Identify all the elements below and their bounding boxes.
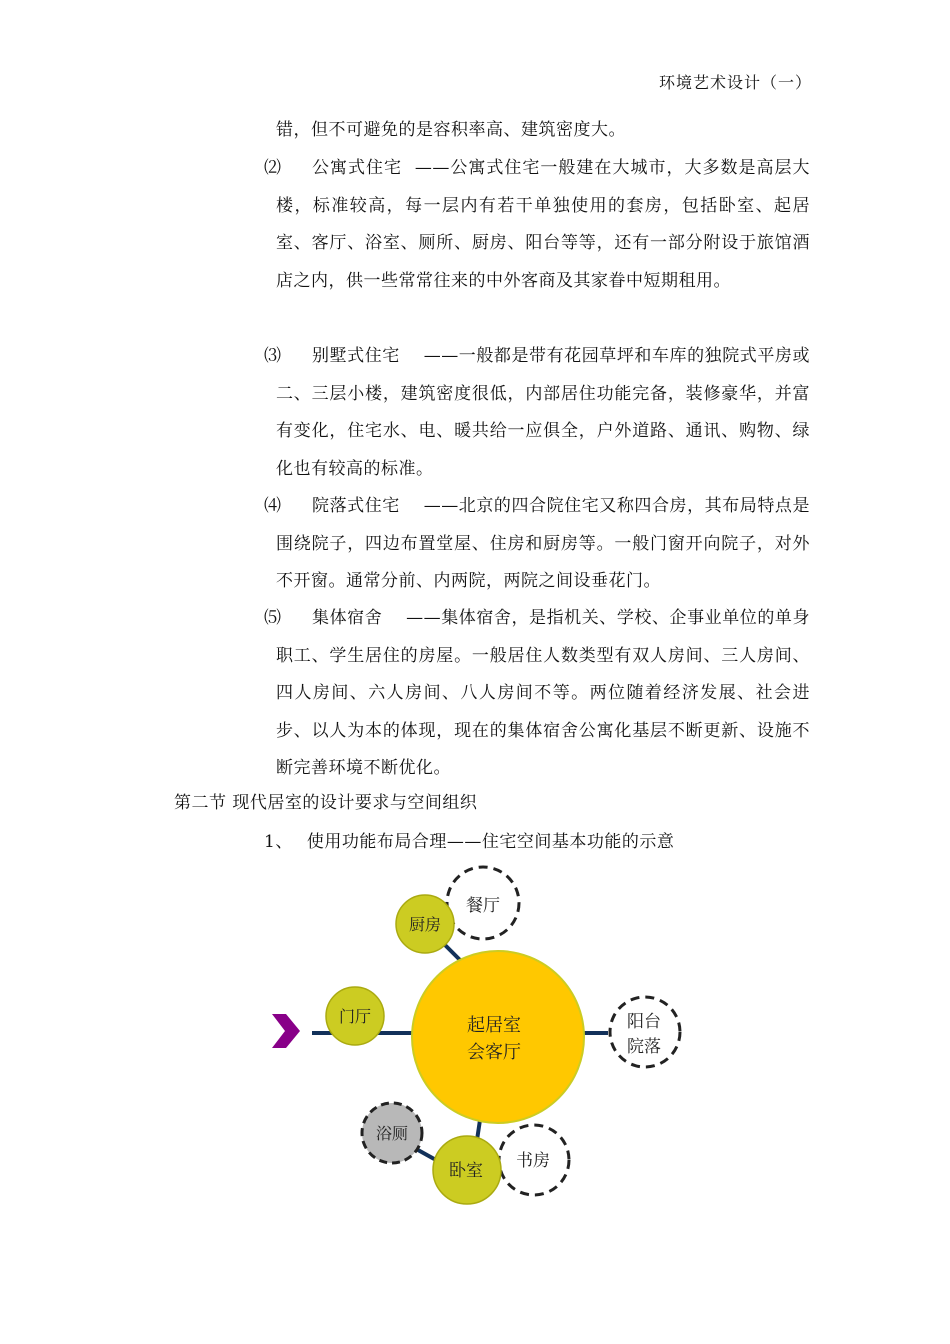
section-title: 第二节 现代居室的设计要求与空间组织 — [174, 793, 478, 813]
courtyard-label: 院落 — [627, 1037, 661, 1057]
bedroom-label: 卧室 — [449, 1161, 483, 1181]
page-header: 环境艺术设计（一） — [658, 73, 812, 92]
item-title: 集体宿舍 — [312, 608, 383, 628]
intro-paragraph: 错，但不可避免的是容积率高、建筑密度大。 — [276, 120, 626, 140]
item-text: 一般都是带有花园草坪和车库的独院式平房或二、三层小楼，建筑密度很低，内部居住功能完备，装修豪华，并富有变化，住宅水、电、暖共给一应俱全，户外道路、通讯、购物、绿化也有较高的标准。 — [276, 346, 810, 479]
item-text: 北京的四合院住宅又称四合房，其布局特点是围绕院子，四边布置堂屋、住房和厨房等。一般门窗开向院子，对外不开窗。通常分前、内两院，两院之间设垂花门。 — [276, 496, 810, 591]
connector-bath — [418, 1150, 436, 1160]
item-dash: —— — [423, 496, 459, 516]
entrance-label: 门厅 — [338, 1007, 372, 1026]
item-text: 公寓式住宅一般建在大城市，大多数是高层大楼，标准较高，每一层内有若干单独使用的套房，包括卧室、起居室、客厅、浴室、厕所、厨房、阳台等等，还有一部分附设于旅馆酒店之内，供一些常常往来的中外客商及其家眷中短期租用。 — [276, 158, 811, 291]
dining-label: 餐厅 — [466, 896, 500, 916]
item-number: ⑸ — [264, 608, 281, 628]
item-number: ⑵ — [264, 158, 281, 178]
balcony-label: 阳台 — [627, 1012, 661, 1032]
item-number: ⑷ — [264, 496, 281, 516]
study-label: 书房 — [516, 1151, 550, 1171]
item-title: 院落式住宅 — [312, 496, 400, 516]
item-title: 别墅式住宅 — [312, 346, 400, 366]
item-title: 公寓式住宅 — [312, 158, 403, 178]
bath-label: 浴厕 — [375, 1124, 409, 1143]
entry-arrow-icon — [272, 1014, 300, 1048]
subsection-number: 1、 — [264, 832, 293, 852]
item-number: ⑶ — [264, 346, 281, 366]
subsection-text: 使用功能布局合理——住宅空间基本功能的示意 — [306, 832, 675, 852]
living-room-label: 起居室 — [467, 1015, 521, 1036]
living-room-circle — [412, 951, 584, 1123]
item-text: 集体宿舍，是指机关、学校、企事业单位的单身职工、学生居住的房屋。一般居住人数类型有双人房间、三人房间、四人房间、六人房间、八人房间不等。两位随着经济发展、社会进步、以人为本的体现，现在的集体宿舍公寓化基层不断更新、设施不断完善环境不断优化。 — [276, 608, 810, 778]
reception-label: 会客厅 — [467, 1042, 521, 1063]
item-dash: —— — [414, 158, 450, 178]
item-dash: —— — [423, 346, 459, 366]
kitchen-label: 厨房 — [408, 915, 442, 934]
item-dash: —— — [406, 608, 442, 628]
